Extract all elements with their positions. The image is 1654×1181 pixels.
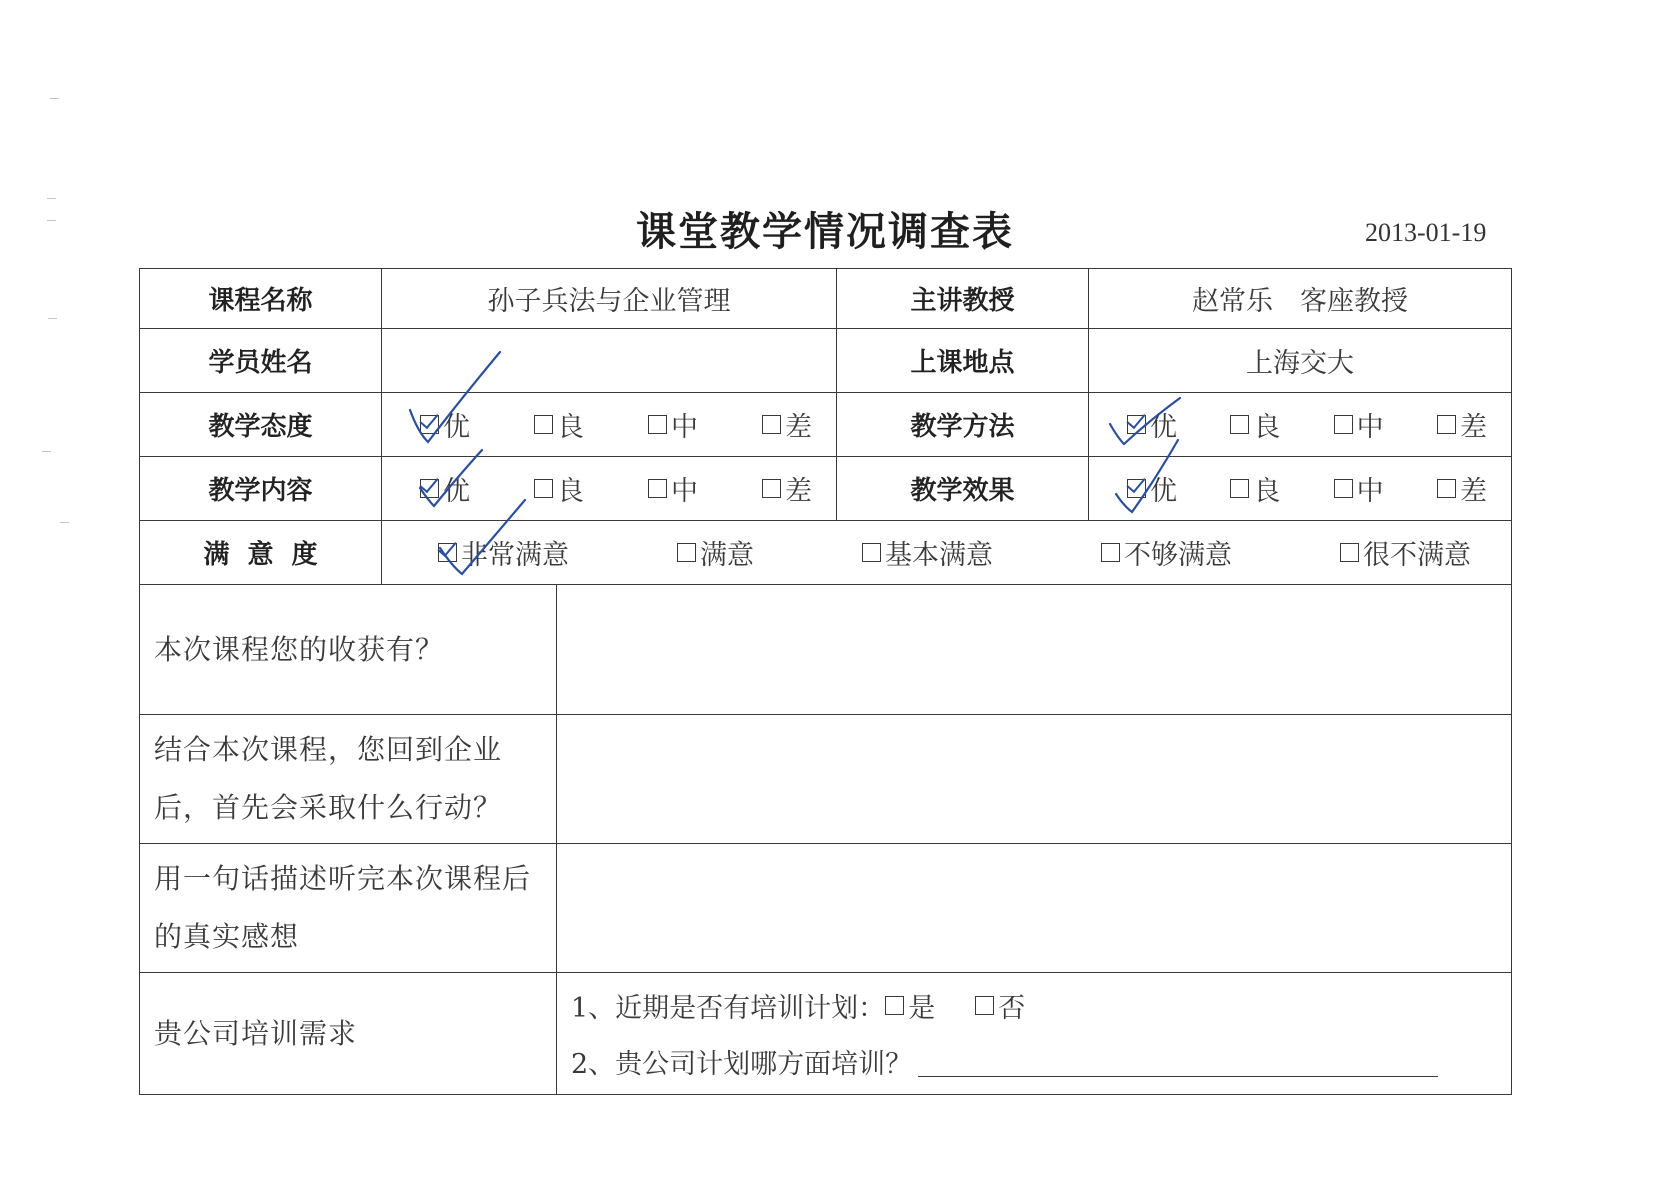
method-options [1089, 405, 1511, 444]
method-rating-3-option[interactable] [1437, 405, 1487, 444]
satisfaction-4-option[interactable] [1340, 533, 1471, 572]
method-label: 教学方法 [837, 393, 1089, 457]
content-label: 教学内容 [140, 457, 382, 521]
effect-rating-3-option[interactable] [1437, 469, 1487, 508]
satisfaction-0-label: 非常满意 [461, 540, 569, 571]
satisfaction-1-label: 满意 [700, 540, 754, 571]
checkbox-icon[interactable] [648, 415, 667, 434]
attitude-label: 教学态度 [140, 393, 382, 457]
satisfaction-2-option[interactable] [862, 533, 993, 572]
method-rating-2-option[interactable] [1334, 405, 1384, 444]
demand-label: 贵公司培训需求 [140, 973, 557, 1095]
form-date: 2013-01-19 [1365, 218, 1487, 247]
attitude-rating-3-label: 差 [785, 412, 812, 443]
content-rating-3-label: 差 [785, 476, 812, 507]
row-demand [140, 973, 1512, 1095]
effect-rating-2-label: 中 [1356, 476, 1384, 507]
satisfaction-0-option[interactable] [438, 533, 569, 572]
checkbox-icon[interactable] [1334, 415, 1353, 434]
content-rating-3-option[interactable] [762, 469, 812, 508]
checkbox-icon[interactable] [534, 479, 553, 498]
gain-answer-field[interactable] [557, 585, 1512, 715]
attitude-rating-2-label: 中 [671, 412, 698, 443]
location-value[interactable]: 上海交大 [1089, 329, 1512, 393]
demand-q2-text: 2、贵公司计划哪方面培训？ [571, 1049, 913, 1080]
content-rating-1-label: 良 [557, 476, 584, 507]
plan-no-label: 否 [998, 993, 1026, 1024]
plan-yes-label: 是 [908, 993, 936, 1024]
attitude-rating-3-option[interactable] [762, 405, 812, 444]
effect-rating-3-label: 差 [1459, 476, 1487, 507]
row-feeling [140, 844, 1512, 973]
method-rating-0-option[interactable] [1127, 405, 1177, 444]
row-gain [140, 585, 1512, 715]
demand-q2-answer-line[interactable] [918, 1046, 1438, 1077]
content-options [382, 469, 836, 508]
satisfaction-4-label: 很不满意 [1363, 540, 1471, 571]
method-rating-0-label: 优 [1150, 412, 1177, 443]
content-rating-0-option[interactable] [420, 469, 470, 508]
method-rating-1-option[interactable] [1230, 405, 1280, 444]
checkbox-icon[interactable] [1101, 543, 1120, 562]
attitude-rating-0-label: 优 [443, 412, 470, 443]
attitude-options-cell [382, 393, 837, 457]
satisfaction-options-cell [382, 521, 1512, 585]
content-rating-0-label: 优 [443, 476, 470, 507]
demand-q1-line [571, 978, 1497, 1034]
checkbox-icon[interactable] [1230, 479, 1249, 498]
checkbox-icon[interactable] [862, 543, 881, 562]
row-course [140, 269, 1512, 329]
effect-rating-1-option[interactable] [1230, 469, 1280, 508]
row-content [140, 457, 1512, 521]
checkbox-icon[interactable] [1127, 479, 1146, 498]
survey-table [139, 268, 1512, 1095]
effect-rating-0-label: 优 [1150, 476, 1177, 507]
demand-q1-text: 1、近期是否有培训计划： [571, 993, 886, 1024]
gain-question: 本次课程您的收获有？ [140, 585, 557, 715]
effect-options [1089, 469, 1511, 508]
method-rating-2-label: 中 [1356, 412, 1384, 443]
course-name-label: 课程名称 [140, 269, 382, 329]
checkbox-icon[interactable] [420, 479, 439, 498]
scan-mark [47, 220, 56, 221]
checkbox-icon[interactable] [1437, 415, 1456, 434]
attitude-options [382, 405, 836, 444]
satisfaction-2-label: 基本满意 [885, 540, 993, 571]
checkbox-icon[interactable] [885, 996, 904, 1015]
attitude-rating-1-label: 良 [557, 412, 584, 443]
feeling-answer-field[interactable] [557, 844, 1512, 973]
scan-mark [47, 198, 56, 199]
effect-rating-1-label: 良 [1253, 476, 1281, 507]
checkbox-icon[interactable] [1334, 479, 1353, 498]
checkbox-icon[interactable] [975, 996, 994, 1015]
satisfaction-label: 满意度 [140, 521, 382, 585]
scan-mark [42, 451, 51, 452]
lecturer-value[interactable]: 赵常乐 客座教授 [1089, 269, 1512, 329]
action-question: 结合本次课程，您回到企业后，首先会采取什么行动？ [140, 715, 557, 844]
checkbox-icon[interactable] [648, 479, 667, 498]
satisfaction-1-option[interactable] [677, 533, 754, 572]
method-options-cell [1089, 393, 1512, 457]
satisfaction-3-label: 不够满意 [1124, 540, 1232, 571]
checkbox-icon[interactable] [1127, 415, 1146, 434]
checkbox-icon[interactable] [1437, 479, 1456, 498]
student-name-label: 学员姓名 [140, 329, 382, 393]
method-rating-3-label: 差 [1459, 412, 1487, 443]
checkbox-icon[interactable] [420, 415, 439, 434]
plan-no-option[interactable] [975, 986, 1025, 1025]
action-answer-field[interactable] [557, 715, 1512, 844]
location-label: 上课地点 [837, 329, 1089, 393]
scan-mark [50, 98, 59, 99]
demand-cell [557, 973, 1512, 1095]
checkbox-icon[interactable] [762, 415, 781, 434]
content-rating-1-option[interactable] [534, 469, 584, 508]
effect-rating-0-option[interactable] [1127, 469, 1177, 508]
effect-options-cell [1089, 457, 1512, 521]
attitude-rating-2-option[interactable] [648, 405, 698, 444]
form-title: 课堂教学情况调查表 [636, 209, 1014, 255]
content-rating-2-option[interactable] [648, 469, 698, 508]
lecturer-label: 主讲教授 [837, 269, 1089, 329]
row-action [140, 715, 1512, 844]
feeling-question: 用一句话描述听完本次课程后的真实感想 [140, 844, 557, 973]
row-student [140, 329, 1512, 393]
method-rating-1-label: 良 [1253, 412, 1281, 443]
satisfaction-options [382, 533, 1511, 572]
effect-label: 教学效果 [837, 457, 1089, 521]
student-name-field[interactable] [382, 329, 837, 393]
content-options-cell [382, 457, 837, 521]
course-name-value[interactable]: 孙子兵法与企业管理 [382, 269, 837, 329]
checkbox-icon[interactable] [1230, 415, 1249, 434]
row-attitude [140, 393, 1512, 457]
row-satisfaction [140, 521, 1512, 585]
checkbox-icon[interactable] [762, 479, 781, 498]
demand-q2-line [571, 1034, 1497, 1090]
checkbox-icon[interactable] [677, 543, 696, 562]
content-rating-2-label: 中 [671, 476, 698, 507]
scan-mark [48, 318, 57, 319]
scan-mark [60, 522, 69, 523]
effect-rating-2-option[interactable] [1334, 469, 1384, 508]
checkbox-icon[interactable] [1340, 543, 1359, 562]
satisfaction-3-option[interactable] [1101, 533, 1232, 572]
checkbox-icon[interactable] [534, 415, 553, 434]
attitude-rating-1-option[interactable] [534, 405, 584, 444]
attitude-rating-0-option[interactable] [420, 405, 470, 444]
checkbox-icon[interactable] [438, 543, 457, 562]
plan-yes-option[interactable] [885, 986, 935, 1025]
